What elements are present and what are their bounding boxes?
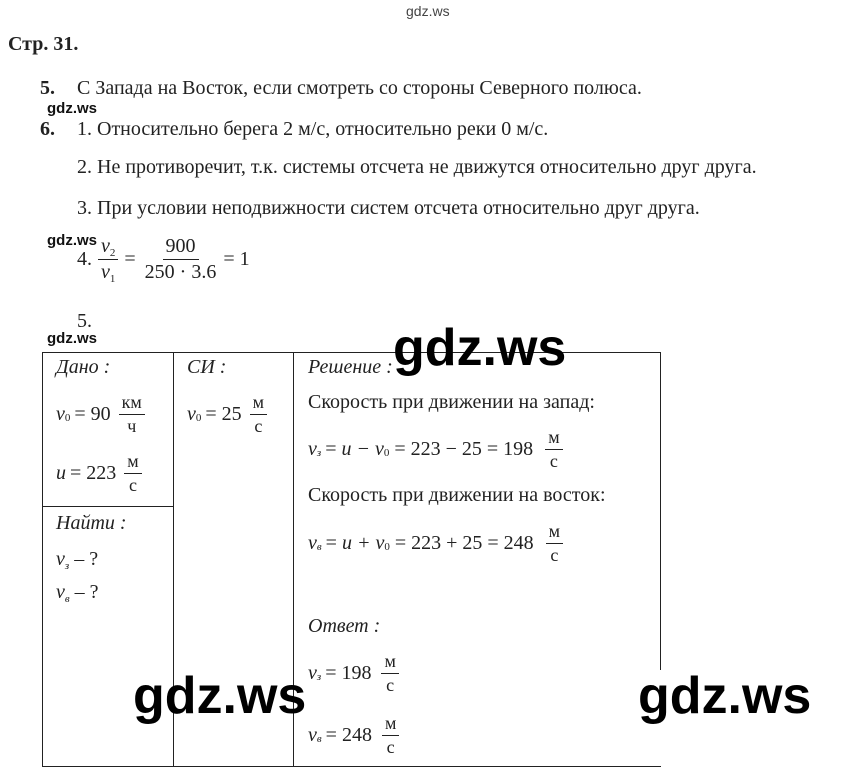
answer-vz-value: = 198 [325, 661, 372, 684]
watermark-top: gdz.ws [406, 3, 450, 19]
table-given-find-divider [42, 506, 174, 507]
q6-item-4-label: 4. [77, 248, 92, 270]
west-unit-den: с [549, 450, 558, 471]
watermark-small-2: gdz.ws [47, 232, 98, 249]
given-u-unit [124, 452, 141, 495]
given-v0-value: = 90 [74, 402, 111, 425]
west-minus-v: − v [351, 437, 384, 460]
answer-header: Ответ : [308, 615, 381, 637]
velocity-ratio [98, 236, 118, 283]
table-right-border [660, 352, 661, 670]
west-v-symbol: v [308, 437, 317, 460]
watermark-big-center: gdz.ws [393, 319, 567, 377]
west-result: = 223 − 25 = 198 [389, 437, 534, 460]
si-v0 [187, 393, 267, 436]
given-u-unit-num: м [124, 452, 141, 474]
answer-vv-subscript: в [316, 733, 322, 746]
fraction-denominator: 250 · 3.6 [144, 261, 217, 283]
west-v-subscript: з [316, 447, 322, 460]
east-unit-num: м [546, 522, 563, 544]
table-left-border [42, 352, 43, 767]
answer-vv-unit-den: с [386, 736, 395, 757]
watermark-big-left: gdz.ws [133, 667, 307, 725]
given-v0 [56, 393, 145, 436]
answer-vv-value: = 248 [325, 723, 372, 746]
find-vv-symbol: v [56, 581, 65, 603]
west-unit-num: м [545, 428, 562, 450]
east-unit-den: с [550, 544, 559, 565]
v2-symbol: v [101, 235, 110, 257]
west-v0-subscript: 0 [383, 447, 390, 460]
ratio-result: = 1 [223, 248, 250, 270]
given-header: Дано : [56, 356, 111, 378]
si-v0-unit-num: м [250, 393, 267, 415]
q5-text: С Запада на Восток, если смотреть со стороны Северного полюса. [77, 77, 642, 99]
v1-subscript: 1 [109, 273, 116, 285]
west-unit [545, 428, 562, 471]
given-v0-symbol: v [56, 402, 65, 425]
find-vz [56, 548, 98, 571]
east-plus-v: + v [351, 531, 385, 554]
solution-east-formula: v в = u + v 0 = 223 + 25 = 248 $\frac{м}{с}$ [308, 522, 563, 565]
si-v0-symbol: v [187, 402, 196, 425]
find-vz-symbol: v [56, 548, 65, 570]
watermark-small-3: gdz.ws [47, 330, 98, 347]
given-v0-unit-num: км [119, 393, 145, 415]
answer-vv-unit-num: м [382, 714, 399, 736]
q6-item-3: 3. При условии неподвижности систем отсчета относительно друг друга. [77, 197, 700, 219]
si-v0-value: = 25 [205, 402, 242, 425]
q6-number: 6. [40, 118, 55, 140]
si-header: СИ : [187, 356, 227, 378]
given-v0-unit [119, 393, 145, 436]
solution-header: Решение : [308, 356, 393, 378]
q6-item-5-label: 5. [77, 310, 92, 332]
watermark-small-1: gdz.ws [47, 100, 98, 117]
answer-vz-unit-num: м [381, 652, 398, 674]
answer-vz-symbol: v [308, 661, 317, 684]
given-v0-subscript: 0 [64, 412, 71, 425]
si-v0-unit [250, 393, 267, 436]
given-u-symbol: u [56, 461, 66, 484]
east-v-symbol: v [308, 531, 317, 554]
solution-west-formula: v з = u − v 0 = 223 − 25 = 198 $\frac{м}{с}$ [308, 428, 563, 471]
table-top-border [42, 352, 661, 353]
watermark-big-right: gdz.ws [638, 667, 812, 725]
east-u-symbol: u [341, 531, 352, 554]
find-vz-question: – ? [74, 548, 99, 570]
q6-item-1: 1. Относительно берега 2 м/с, относительно реки 0 м/с. [77, 118, 549, 140]
given-u [56, 452, 142, 495]
find-vv-question: – ? [74, 581, 99, 603]
find-header: Найти : [56, 512, 127, 534]
east-v0-subscript: 0 [384, 541, 390, 554]
answer-vz-subscript: з [316, 671, 322, 684]
given-u-value: = 223 [70, 461, 117, 484]
find-vv [56, 581, 99, 604]
q6-item-2: 2. Не противоречит, т.к. системы отсчета не движутся относительно друг друга. [77, 156, 757, 178]
east-result: = 223 + 25 = 248 [389, 531, 534, 554]
answer-vv [308, 714, 399, 757]
si-v0-subscript: 0 [195, 412, 202, 425]
solution-east-text: Скорость при движении на восток: [308, 484, 606, 506]
q6-item-4-formula [77, 236, 250, 283]
v2-subscript: 2 [109, 247, 116, 259]
solution-west-text: Скорость при движении на запад: [308, 391, 595, 413]
answer-vz [308, 652, 399, 695]
west-u-symbol: u [341, 437, 352, 460]
fraction-numerator: 900 [163, 236, 199, 260]
find-vv-subscript: в [64, 593, 70, 605]
q5-number: 5. [40, 77, 55, 99]
page-title: Стр. 31. [8, 33, 79, 55]
find-vz-subscript: з [64, 560, 70, 572]
answer-vz-unit [381, 652, 398, 695]
si-v0-unit-den: с [254, 415, 263, 436]
answer-vv-symbol: v [308, 723, 317, 746]
given-v0-unit-den: ч [127, 415, 137, 436]
east-v-subscript: в [316, 541, 322, 554]
table-bottom-border [42, 766, 661, 767]
given-u-unit-den: с [128, 474, 137, 495]
answer-vv-unit [382, 714, 399, 757]
east-unit [546, 522, 563, 565]
numeric-fraction [142, 236, 220, 283]
v1-symbol: v [101, 261, 110, 283]
equals-sign: = [124, 248, 136, 270]
answer-vz-unit-den: с [386, 674, 395, 695]
